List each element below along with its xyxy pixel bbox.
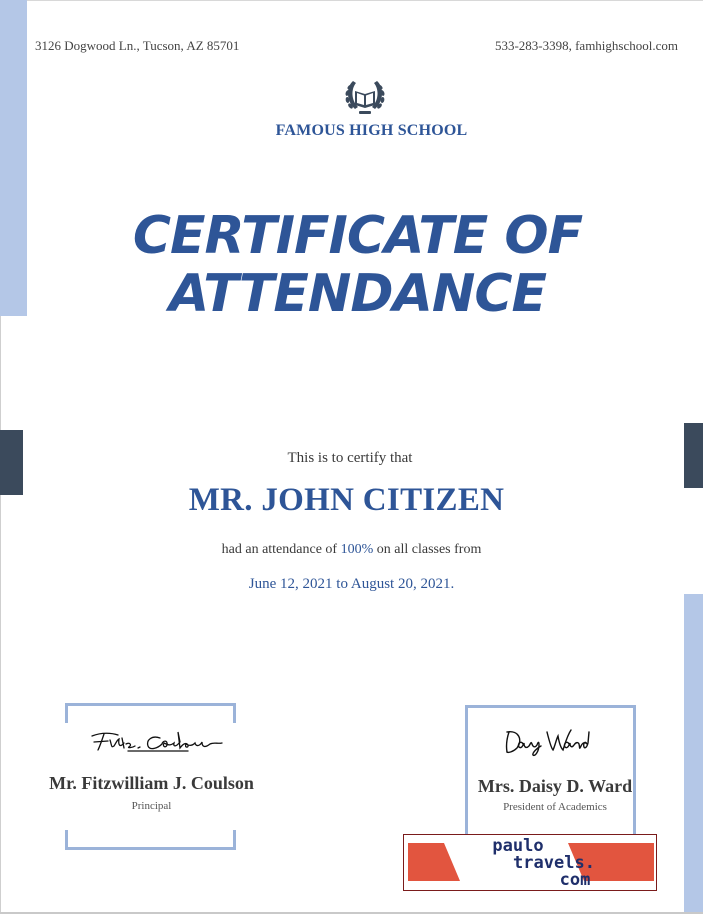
school-address: 3126 Dogwood Ln., Tucson, AZ 85701 [35,38,240,53]
decorative-bar-right-bottom [684,594,703,912]
signatory-name-principal: Mr. Fitzwilliam J. Coulson [49,773,254,793]
certificate-title [0,207,703,323]
signatory-name-president: Mrs. Daisy D. Ward [477,776,633,796]
attendance-text-before: had an attendance of [221,542,341,557]
signature-frame-top [65,703,236,723]
handwritten-signature-icon [503,726,593,758]
signatory-role-principal: Principal [131,800,172,812]
page-edge-top [0,0,703,1]
signature-frame-bottom [65,830,236,850]
certify-text: This is to certify that [287,450,413,466]
watermark-line-2: travels. [513,853,595,873]
watermark-line-3: com [559,870,591,890]
book-laurel-wreath-icon [341,75,389,115]
recipient-name: MR. JOHN CITIZEN [188,482,505,518]
signatory-role-president: President of Academics [503,801,607,813]
handwritten-signature-icon [88,726,228,756]
watermark-text [404,838,654,889]
attendance-text-after: on all classes from [373,542,482,557]
certificate-title-line-2: ATTENDANCE [168,264,547,324]
school-name: FAMOUS HIGH SCHOOL [275,122,468,139]
attendance-dates: June 12, 2021 to August 20, 2021. [248,576,455,592]
watermark-line-1: paulo [492,836,544,856]
signature-frame [465,705,636,837]
attendance-percent: 100% [340,542,374,557]
watermark-logo [403,834,657,891]
attendance-statement [0,542,703,558]
certificate-title-line-1: CERTIFICATE OF [132,206,583,266]
school-contact: 533-283-3398, famhighschool.com [494,38,678,53]
